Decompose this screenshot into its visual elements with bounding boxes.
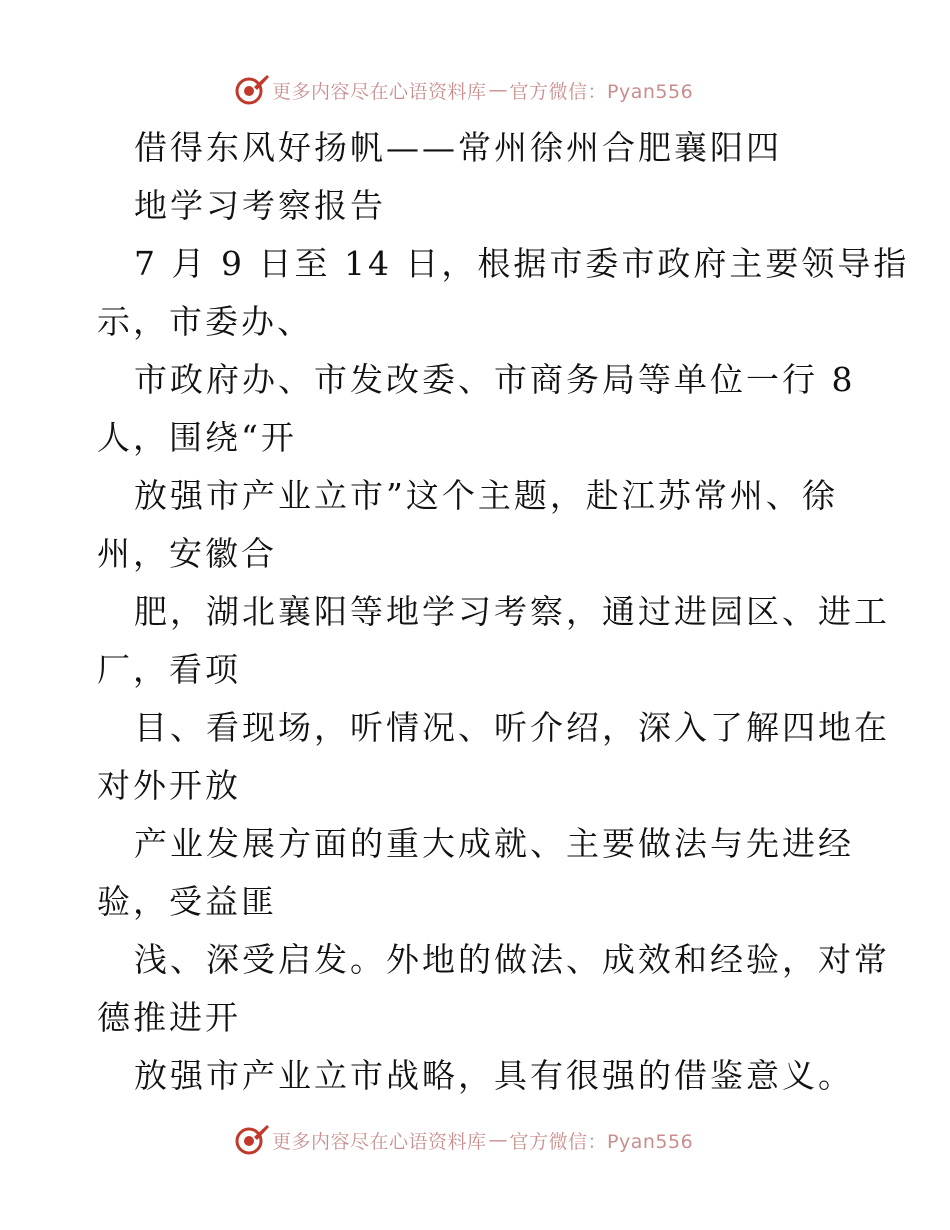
paragraph-line: 产业发展方面的重大成就、主要做法与先进经 [134, 824, 854, 863]
paragraph-line: 放强市产业立市战略，具有很强的借鉴意义。 [134, 1056, 854, 1095]
paragraph-line: 放强市产业立市”这个主题，赴江苏常州、徐 [134, 476, 838, 515]
paragraph-line: 示，市委办、 [97, 302, 313, 341]
watermark-text: 更多内容尽在心语资料库 [272, 1130, 487, 1153]
paragraph-line: 德推进开 [97, 998, 241, 1037]
title-line-2: 地学习考察报告 [134, 186, 386, 225]
paragraph-line: 市政府办、市发改委、市商务局等单位一行 8 [134, 360, 856, 399]
paragraph-line: 肥，湖北襄阳等地学习考察，通过进园区、进工 [134, 592, 890, 631]
paragraph-line: 人，围绕“开 [97, 418, 297, 457]
paragraph-line: 州，安徽合 [97, 534, 277, 573]
watermark-separator: — [488, 1129, 508, 1151]
header-watermark [234, 73, 693, 107]
watermark-contact: 官方微信：Pyan556 [509, 80, 694, 103]
paragraph-line: 目、看现场，听情况、听介绍，深入了解四地在 [134, 708, 890, 747]
paragraph-line: 厂，看项 [97, 650, 241, 689]
watermark-text: 更多内容尽在心语资料库 [272, 80, 487, 103]
pen-logo-icon [234, 1123, 270, 1157]
paragraph-line: 7 月 9 日至 14 日，根据市委市政府主要领导指 [134, 244, 910, 283]
watermark-separator: — [488, 79, 508, 101]
title-line-1: 借得东风好扬帆——常州徐州合肥襄阳四 [134, 128, 782, 167]
pen-logo-icon [234, 73, 270, 107]
footer-watermark [234, 1123, 693, 1157]
paragraph-line: 浅、深受启发。外地的做法、成效和经验，对常 [134, 940, 890, 979]
watermark-contact: 官方微信：Pyan556 [509, 1130, 694, 1153]
paragraph-line: 对外开放 [97, 766, 241, 805]
paragraph-line: 验，受益匪 [97, 882, 277, 921]
